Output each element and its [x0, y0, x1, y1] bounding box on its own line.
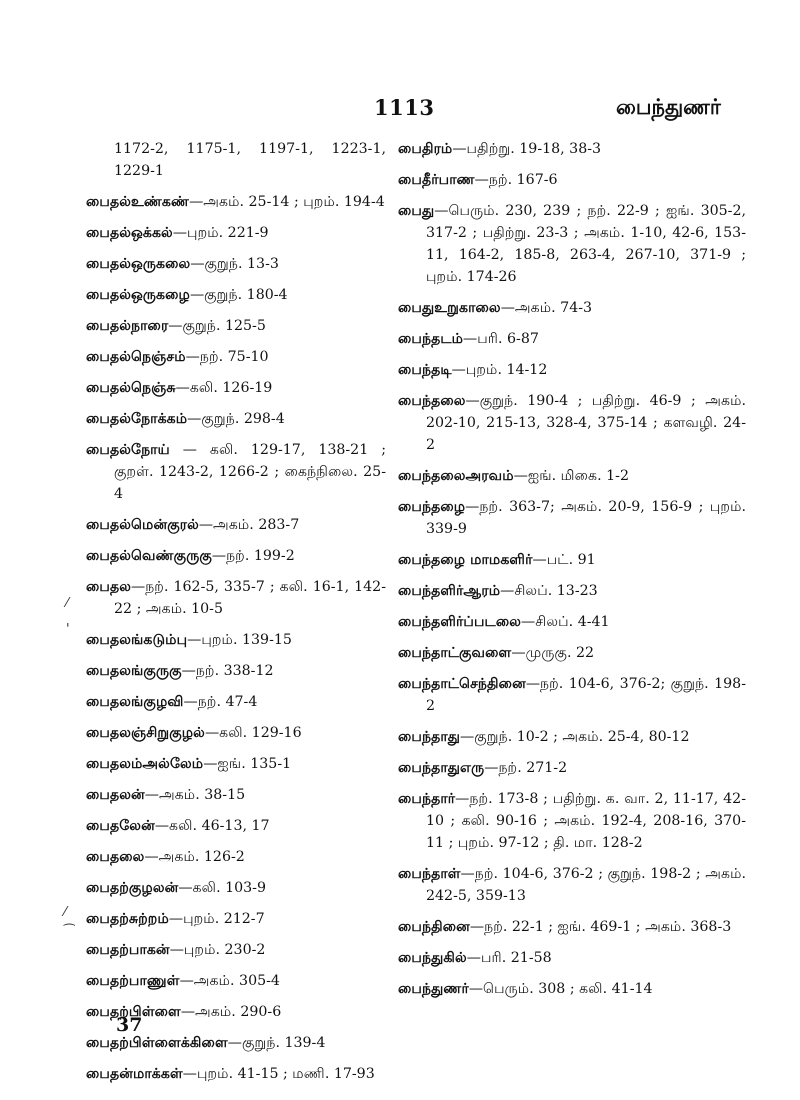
entry-headword: பைதல்உண்கண்: [86, 194, 190, 210]
index-entry: [86, 691, 386, 713]
index-entry: [398, 978, 746, 1000]
index-entry: [86, 753, 386, 775]
index-entry: [398, 673, 746, 717]
entry-references: —நற். 173-8 ; பதிற்று. க. வா. 2, 11-17, 42-10 ; கலி. 90-16 ; அகம். 192-4, 208-16, 370-11 ; புறம். 97-12 ; தி. மா. 128-2: [426, 791, 746, 851]
entry-references: —பெரும். 230, 239 ; நற். 22-9 ; ஐங். 305-2, 317-2 ; பதிற்று. 23-3 ; அகம். 1-10, 42-6, 153-11, 164-2, 185-8, 263-4, 267-10, 371-9 ; புறம். 174-26: [426, 203, 746, 285]
entry-headword: பைந்துகில்: [398, 950, 467, 966]
entry-headword: பைதுஉறுகாலை: [398, 300, 501, 316]
entry-references: —அகம். 38-15: [144, 787, 246, 803]
entry-references: —குறுந். 125-5: [168, 318, 266, 334]
index-entry: [398, 297, 746, 319]
index-entry: [398, 169, 746, 191]
right-column: [398, 138, 746, 1009]
entry-references: — கலி. 129-17, 138-21 ; குறள். 1243-2, 1266-2 ; கைந்நிலை. 25-4: [114, 442, 386, 502]
entry-references: —அகம். 126-2: [144, 849, 245, 865]
entry-headword: பைந்தாள்: [398, 866, 461, 882]
entry-headword: பைதற்பாகன்: [86, 942, 170, 958]
index-entry: [86, 576, 386, 620]
entry-references: —புறம். 230-2: [169, 942, 266, 958]
entry-headword: பைதற்பிள்ளைக்கிளை: [86, 1035, 228, 1051]
index-entry: [86, 315, 386, 337]
entry-references: —குறுந். 190-4 ; பதிற்று. 46-9 ; அகம். 202-10, 215-13, 328-4, 375-14 ; களவழி. 24-2: [426, 393, 746, 453]
margin-tick-mark: ⁄: [66, 596, 69, 611]
entry-headword: பைதன்மாக்கள்: [86, 1066, 183, 1082]
entry-headword: பைதலங்கடும்பு: [86, 632, 188, 648]
index-entry: [86, 284, 386, 306]
entry-references: —சிலப். 13-23: [500, 583, 598, 599]
entry-references: —நற். 104-6, 376-2; குறுந். 198-2: [426, 676, 746, 714]
entry-references: —புறம். 14-12: [451, 362, 548, 378]
entry-headword: பைதல்நோக்கம்: [86, 411, 188, 427]
entry-references: —நற். 338-12: [181, 663, 274, 679]
index-entry: [398, 947, 746, 969]
entry-references: —கலி. 46-13, 17: [154, 818, 270, 834]
index-entry: [398, 200, 746, 288]
entry-headword: பைதலன்: [86, 787, 145, 803]
entry-references: —சிலப். 4-41: [521, 614, 610, 630]
entry-references: —புறம். 41-15 ; மணி. 17-93: [182, 1066, 375, 1082]
entry-headword: பைந்தாட்செந்தினை: [398, 676, 526, 692]
entry-references: —நற். 22-1 ; ஐங். 469-1 ; அகம். 368-3: [469, 919, 732, 935]
entry-references: —நற். 363-7; அகம். 20-9, 156-9 ; புறம். 339-9: [426, 499, 746, 537]
entry-references: —குறுந். 13-3: [190, 256, 279, 272]
entry-references: —பரி. 21-58: [466, 950, 552, 966]
index-entry: [398, 465, 746, 487]
signature-number: 37: [116, 1014, 143, 1036]
index-entry: [398, 642, 746, 664]
entry-references: —புறம். 139-15: [187, 632, 292, 648]
margin-tick-mark: ⁀: [64, 925, 75, 940]
entry-references: —கலி. 129-16: [204, 725, 302, 741]
entry-headword: பைதலங்குருகு: [86, 663, 182, 679]
entry-headword: பைதல்வெண்குருகு: [86, 548, 212, 564]
entry-references: —நற். 271-2: [484, 760, 568, 776]
index-entry: [86, 408, 386, 430]
entry-headword: பைதலேன்: [86, 818, 155, 834]
entry-headword: பைந்தலைஅரவம்: [398, 468, 514, 484]
entry-references: —அகம். 305-4: [179, 973, 280, 989]
index-entry: [86, 439, 386, 505]
index-entry: [398, 916, 746, 938]
index-entry: [398, 580, 746, 602]
entry-headword: பைந்தளிர்ப்படலை: [398, 614, 522, 630]
entry-headword: பைதிரம்: [398, 141, 453, 157]
index-entry: [86, 970, 386, 992]
index-entry: [398, 549, 746, 571]
index-entry: [86, 908, 386, 930]
entry-references: —நற். 162-5, 335-7 ; கலி. 16-1, 142-22 ; அகம். 10-5: [114, 579, 386, 617]
entry-headword: பைதலங்குழவி: [86, 694, 184, 710]
entry-references: —அகம். 25-14 ; புறம். 194-4: [189, 194, 385, 210]
entry-references: —குறுந். 139-4: [227, 1035, 326, 1051]
index-entry: [86, 815, 386, 837]
entry-headword: பைந்தழை: [398, 499, 466, 515]
entry-references: —குறுந். 298-4: [187, 411, 285, 427]
index-entry: [398, 328, 746, 350]
index-entry: [398, 788, 746, 854]
index-entry: [86, 877, 386, 899]
entry-headword: பைதீர்பாண: [398, 172, 475, 188]
entry-references: —கலி. 103-9: [178, 880, 266, 896]
index-entry: [86, 939, 386, 961]
entry-headword: பைதல்மென்குரல்: [86, 517, 199, 533]
entry-headword: பைதல்நெஞ்சு: [86, 380, 176, 396]
entry-headword: பைந்தாட்குவளை: [398, 645, 512, 661]
index-entry: [398, 726, 746, 748]
index-entry: [86, 722, 386, 744]
entry-headword: பைதல்ஒருகழை: [86, 287, 190, 303]
entry-references: —நற். 75-10: [185, 349, 269, 365]
entry-references: —நற். 104-6, 376-2 ; குறுந். 198-2 ; அகம். 242-5, 359-13: [426, 866, 746, 904]
entry-headword: பைந்தலை: [398, 393, 466, 409]
index-entry: [86, 253, 386, 275]
entry-references: —கலி. 126-19: [175, 380, 273, 396]
index-entry: [398, 611, 746, 633]
page-number: 1113: [374, 95, 435, 120]
index-entry: [86, 346, 386, 368]
entry-headword: பைந்தார்: [398, 791, 456, 807]
entry-headword: பைதலம்அல்லேம்: [86, 756, 204, 772]
entry-headword: பைதல்நோய்: [86, 442, 170, 458]
index-entry: [86, 191, 386, 213]
index-entry: [398, 863, 746, 907]
entry-headword: பைதற்சுற்றம்: [86, 911, 169, 927]
entry-headword: பைந்தாதுஎரு: [398, 760, 485, 776]
index-entry: [86, 660, 386, 682]
index-entry: [86, 222, 386, 244]
entry-headword: பைதற்குழலன்: [86, 880, 179, 896]
index-entry: [86, 377, 386, 399]
entry-headword: பைந்தினை: [398, 919, 470, 935]
entry-headword: பைந்தளிர்ஆரம்: [398, 583, 501, 599]
entry-references: —பெரும். 308 ; கலி. 41-14: [468, 981, 653, 997]
entry-references: —நற். 199-2: [211, 548, 295, 564]
index-entry: [86, 846, 386, 868]
index-entry: [398, 496, 746, 540]
entry-headword: பைதல: [86, 579, 132, 595]
entry-headword: பைதற்பாணுள்: [86, 973, 180, 989]
entry-references: —ஐங். மிகை. 1-2: [513, 468, 629, 484]
entry-references: —பரி. 6-87: [463, 331, 539, 347]
entry-headword: பைதல்நெஞ்சம்: [86, 349, 186, 365]
index-entry: [86, 629, 386, 651]
index-entry: [86, 1063, 386, 1085]
entry-headword: பைந்தடி: [398, 362, 452, 378]
entry-headword: பைந்தடம்: [398, 331, 464, 347]
index-entry: [86, 514, 386, 536]
entry-references: —நற். 167-6: [474, 172, 558, 188]
entry-headword: பைதல்ஒக்கல்: [86, 225, 173, 241]
index-entry: [86, 545, 386, 567]
entry-references: —பதிற்று. 19-18, 38-3: [452, 141, 602, 157]
margin-tick-mark: ⁄: [64, 905, 67, 920]
entry-references: —குறுந். 180-4: [189, 287, 288, 303]
entry-headword: பைதலை: [86, 849, 145, 865]
entry-references: —அகம். 74-3: [500, 300, 593, 316]
entry-references: —புறம். 221-9: [172, 225, 269, 241]
index-entry: [398, 138, 746, 160]
entry-headword: பைதல்நாரை: [86, 318, 169, 334]
entry-headword: பைதலஞ்சிறுகுழல்: [86, 725, 205, 741]
entry-headword: பைந்தழை மாமகளிர்: [398, 552, 533, 568]
entry-headword: பைந்துணர்: [398, 981, 469, 997]
left-column: [86, 138, 386, 1094]
entry-references: —நற். 47-4: [183, 694, 258, 710]
index-entry: [398, 359, 746, 381]
entry-references: —புறம். 212-7: [168, 911, 265, 927]
entry-headword: பைதற்பிள்ளை: [86, 1004, 181, 1020]
margin-tick-mark: ': [66, 622, 70, 637]
running-head: பைந்துணர்: [616, 94, 721, 119]
index-entry: [398, 757, 746, 779]
entry-references: —அகம். 290-6: [180, 1004, 282, 1020]
entry-references: 1172-2, 1175-1, 1197-1, 1223-1, 1229-1: [114, 141, 386, 179]
index-entry: [86, 784, 386, 806]
entry-headword: பைந்தாது: [398, 729, 461, 745]
entry-headword: பைது: [398, 203, 435, 219]
entry-references: —அகம். 283-7: [198, 517, 300, 533]
entry-references: —ஐங். 135-1: [203, 756, 292, 772]
entry-references: —பட். 91: [532, 552, 596, 568]
entry-references: —குறுந். 10-2 ; அகம். 25-4, 80-12: [460, 729, 690, 745]
entry-headword: பைதல்ஒருகலை: [86, 256, 191, 272]
entry-references: —முருகு. 22: [511, 645, 595, 661]
index-entry: [398, 390, 746, 456]
index-entry: [86, 138, 386, 182]
